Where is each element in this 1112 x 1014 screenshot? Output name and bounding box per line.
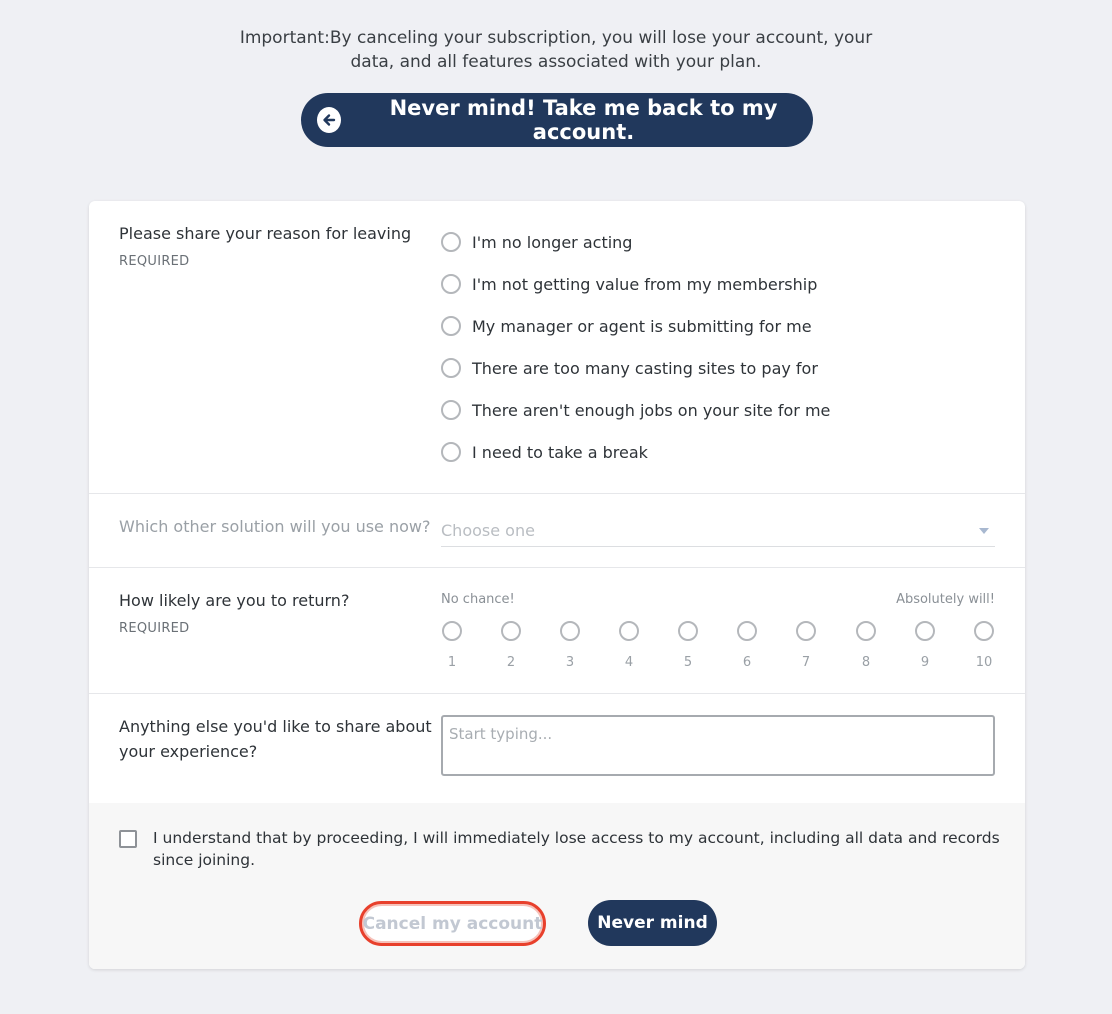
reason-option[interactable] <box>441 400 830 420</box>
reason-option-label: There aren't enough jobs on your site for me <box>472 400 831 420</box>
never-mind-button[interactable]: Never mind <box>588 900 717 946</box>
reason-option-label: I'm no longer acting <box>472 232 633 252</box>
notice-line-2: data, and all features associated with your plan. <box>350 52 762 72</box>
back-to-account-button[interactable] <box>301 93 813 147</box>
reason-option[interactable] <box>441 358 818 378</box>
scale-radio-3[interactable] <box>560 621 580 641</box>
confirm-text: I understand that by proceeding, I will immediately lose access to my account, including all data and records since joining. <box>153 829 1000 869</box>
cancellation-form <box>89 201 1025 969</box>
scale-number: 5 <box>683 655 693 670</box>
section-divider <box>89 493 1025 494</box>
confirm-checkbox[interactable] <box>119 830 137 848</box>
reason-option-label: My manager or agent is submitting for me <box>472 316 812 336</box>
scale-number: 9 <box>920 655 930 670</box>
solution-question: Which other solution will you use now? <box>119 517 431 536</box>
section-divider <box>89 567 1025 568</box>
scale-radio-2[interactable] <box>501 621 521 641</box>
scale-number: 10 <box>975 655 993 670</box>
scale-number: 1 <box>447 655 457 670</box>
radio-circle[interactable] <box>441 274 461 294</box>
reason-option[interactable] <box>441 274 817 294</box>
reason-option-label: I'm not getting value from my membership <box>472 274 818 294</box>
reason-option[interactable] <box>441 316 812 336</box>
feedback-question <box>119 714 432 764</box>
radio-circle[interactable] <box>441 232 461 252</box>
cancellation-notice <box>236 26 876 74</box>
back-to-account-label: Never mind! Take me back to my account. <box>389 96 778 144</box>
scale-radio-9[interactable] <box>915 621 935 641</box>
radio-circle[interactable] <box>441 316 461 336</box>
confirmation-footer <box>89 803 1025 969</box>
scale-radio-10[interactable] <box>974 621 994 641</box>
scale-number: 3 <box>565 655 575 670</box>
reason-option-label: There are too many casting sites to pay for <box>472 358 818 378</box>
feedback-textarea[interactable] <box>441 715 995 776</box>
reason-option[interactable] <box>441 232 632 252</box>
notice-line-1: Important:By canceling your subscription, you will lose your account, your <box>239 28 873 48</box>
scale-radio-7[interactable] <box>796 621 816 641</box>
reason-option-label: I need to take a break <box>472 442 648 462</box>
cancel-account-button[interactable]: Cancel my account <box>359 901 546 946</box>
scale-number: 8 <box>861 655 871 670</box>
scale-number: 6 <box>742 655 752 670</box>
reason-question: Please share your reason for leaving <box>119 224 412 243</box>
scale-high-label: Absolutely will! <box>896 592 995 607</box>
return-question: How likely are you to return? <box>119 591 350 610</box>
arrow-left-icon <box>317 107 341 133</box>
section-divider <box>89 693 1025 694</box>
solution-select-placeholder: Choose one <box>441 521 535 540</box>
scale-radio-4[interactable] <box>619 621 639 641</box>
feedback-question-line-1: Anything else you'd like to share about <box>119 717 432 736</box>
scale-number: 4 <box>624 655 634 670</box>
reason-option[interactable] <box>441 442 648 462</box>
radio-circle[interactable] <box>441 358 461 378</box>
scale-number: 2 <box>506 655 516 670</box>
feedback-question-line-2: your experience? <box>119 742 258 761</box>
radio-circle[interactable] <box>441 400 461 420</box>
reason-required-label: REQUIRED <box>119 254 190 269</box>
scale-low-label: No chance! <box>441 592 515 607</box>
chevron-down-icon <box>979 528 989 534</box>
scale-radio-8[interactable] <box>856 621 876 641</box>
scale-radio-1[interactable] <box>442 621 462 641</box>
return-required-label: REQUIRED <box>119 621 190 636</box>
scale-radio-6[interactable] <box>737 621 757 641</box>
scale-radio-5[interactable] <box>678 621 698 641</box>
scale-number: 7 <box>801 655 811 670</box>
radio-circle[interactable] <box>441 442 461 462</box>
solution-select[interactable] <box>441 515 995 547</box>
